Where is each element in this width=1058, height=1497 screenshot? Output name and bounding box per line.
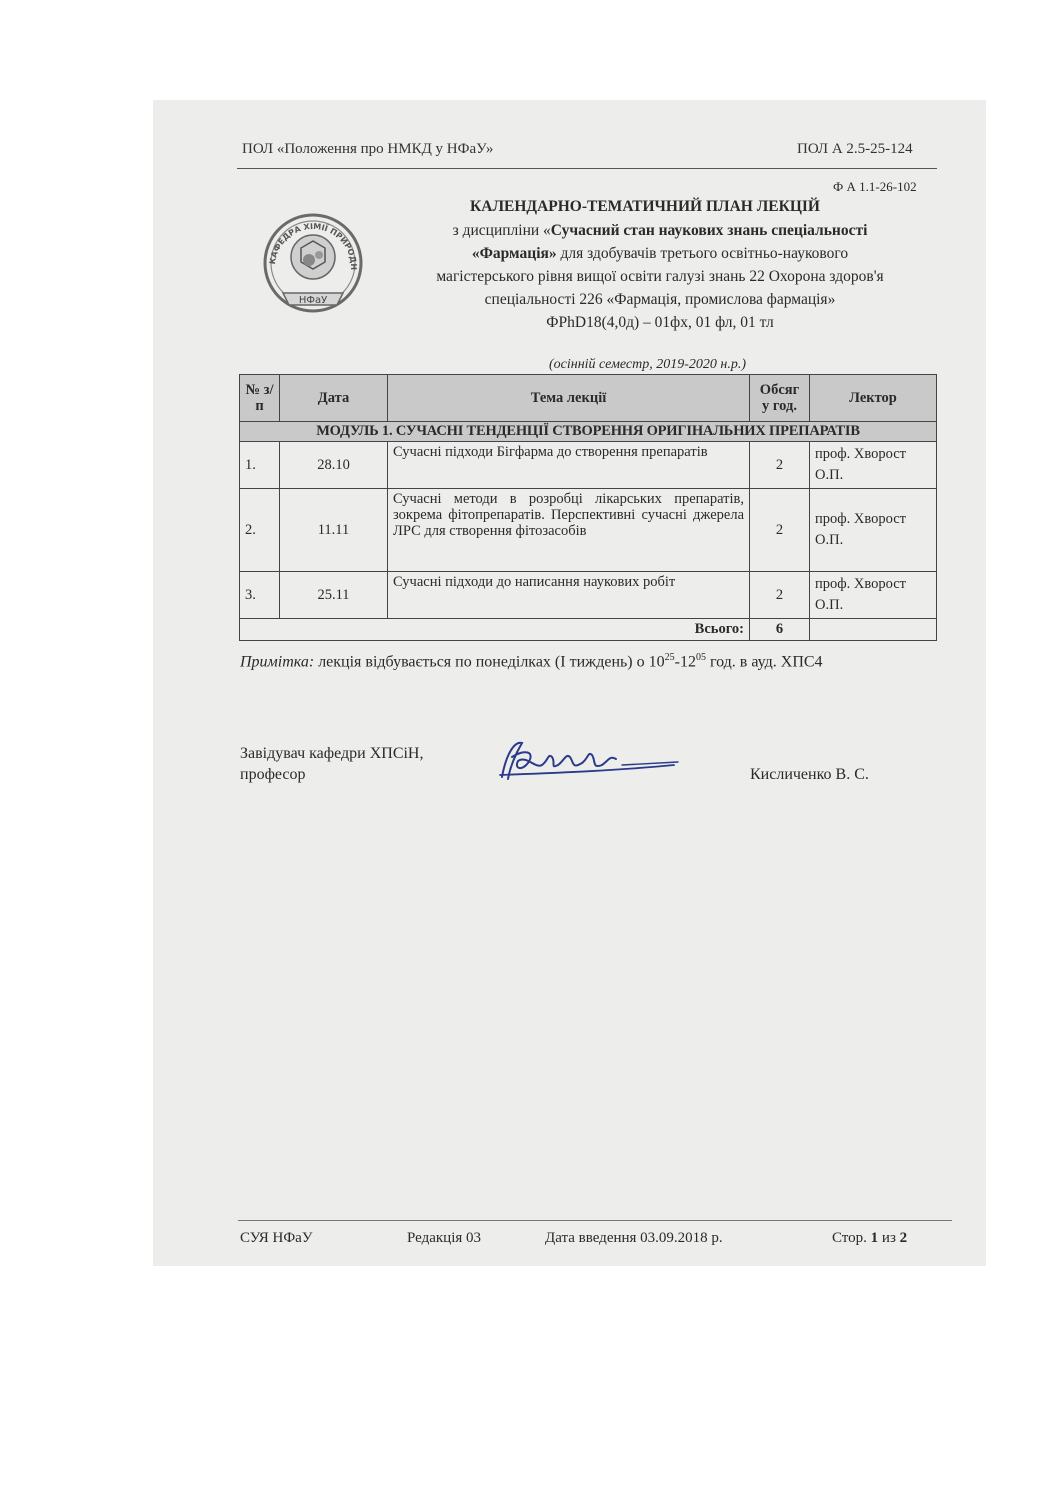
cell-num: 2.: [240, 489, 280, 572]
total-empty-cell: [810, 619, 937, 641]
cell-hours: 2: [750, 572, 810, 619]
form-code: Ф А 1.1-26-102: [833, 179, 917, 194]
table-header-row: [240, 375, 937, 422]
svg-text:КАФЕДРА ХІМІЇ ПРИРОДНИХ СПОЛУК: КАФЕДРА ХІМІЇ ПРИРОДН: [268, 221, 359, 271]
note: [240, 652, 823, 671]
semester-label: (осінній семестр, 2019-2020 н.р.): [549, 357, 746, 372]
col-header-date: Дата: [280, 375, 388, 422]
subtitle-line1: [395, 219, 925, 242]
col-header-topic: Тема лекції: [388, 375, 750, 422]
footer-date: Дата введення 03.09.2018 р.: [545, 1230, 723, 1246]
position-line1: Завідувач кафедри ХПСіН,: [240, 745, 424, 762]
cell-topic: Сучасні підходи до написання наукових робіт: [388, 572, 750, 619]
note-label: Примітка:: [240, 653, 315, 671]
subtitle-line4: спеціальності 226 «Фармація, промислова фармація»: [484, 291, 836, 308]
signatory-position: [240, 743, 423, 785]
note-text-a: лекція відбувається по понеділках (І тиждень) о 10: [314, 653, 665, 671]
subtitle-line2-rest: для здобувачів третього освітньо-наукового: [556, 245, 849, 262]
page-prefix: Стор.: [832, 1230, 871, 1246]
svg-text:НФаУ: НФаУ: [298, 295, 328, 306]
module-title: МОДУЛЬ 1. СУЧАСНІ ТЕНДЕНЦІЇ СТВОРЕННЯ ОРИГІНАЛЬНИХ ПРЕПАРАТІВ: [240, 422, 937, 442]
discipline-name-end: «Фармація»: [471, 245, 557, 262]
cell-num: 1.: [240, 442, 280, 489]
cell-date: 25.11: [280, 572, 388, 619]
cell-lecturer: проф. Хворост О.П.: [810, 489, 937, 572]
handwritten-signature: [492, 735, 682, 790]
note-text-b: -12: [674, 653, 696, 671]
cell-num: 3.: [240, 572, 280, 619]
note-sup-b: 05: [695, 652, 706, 663]
position-line2: професор: [240, 766, 306, 783]
document-title: КАЛЕНДАРНО-ТЕМАТИЧНИЙ ПЛАН ЛЕКЦІЙ: [470, 198, 820, 215]
cell-date: 11.11: [280, 489, 388, 572]
discipline-name: Сучасний стан наукових знань спеціальності: [550, 222, 868, 239]
cell-date: 28.10: [280, 442, 388, 489]
cell-hours: 2: [750, 489, 810, 572]
header-left: ПОЛ «Положення про НМКД у НФаУ»: [242, 141, 494, 157]
total-row: [240, 619, 937, 641]
subtitle-line2: [395, 242, 925, 265]
total-value: 6: [750, 619, 810, 641]
footer-rule: [238, 1220, 952, 1221]
col-header-num: № з/п: [240, 375, 280, 422]
page-mid: из: [878, 1230, 900, 1246]
note-text-c: год. в ауд. ХПС4: [705, 653, 823, 671]
module-row: [240, 422, 937, 442]
table-row: [240, 442, 937, 489]
page-total: 2: [899, 1230, 908, 1246]
subtitle-line5: ФPhD18(4,0д) – 01фх, 01 фл, 01 тл: [546, 314, 774, 331]
cell-lecturer: проф. Хворост О.П.: [810, 442, 937, 489]
header-rule: [237, 168, 937, 169]
table-row: [240, 489, 937, 572]
footer-revision: Редакція 03: [407, 1230, 482, 1246]
department-seal: [253, 205, 373, 320]
signatory-name: Кисличенко В. С.: [750, 766, 869, 783]
footer-org: СУЯ НФаУ: [240, 1230, 313, 1246]
table-row: [240, 572, 937, 619]
subtitle-block: [395, 219, 925, 334]
cell-hours: 2: [750, 442, 810, 489]
lecture-plan-table: [239, 374, 937, 641]
total-label: Всього:: [240, 619, 750, 641]
header-right: ПОЛ А 2.5-25-124: [797, 141, 913, 157]
col-header-lecturer: Лектор: [810, 375, 937, 422]
note-sup-a: 25: [664, 652, 675, 663]
page-number: 1: [870, 1230, 879, 1246]
subtitle-prefix: з дисципліни «: [452, 222, 551, 239]
subtitle-line3: магістерського рівня вищої освіти галузі знань 22 Охорона здоров'я: [436, 268, 884, 285]
cell-topic: Сучасні методи в розробці лікарських препаратів, зокрема фітопрепаратів. Перспективні сучасні джерела ЛРС для створення фітозасобів: [388, 489, 750, 572]
col-header-hours: Обсяг у год.: [750, 375, 810, 422]
footer-page: [832, 1230, 907, 1247]
cell-lecturer: проф. Хворост О.П.: [810, 572, 937, 619]
cell-topic: Сучасні підходи Бігфарма до створення препаратів: [388, 442, 750, 489]
